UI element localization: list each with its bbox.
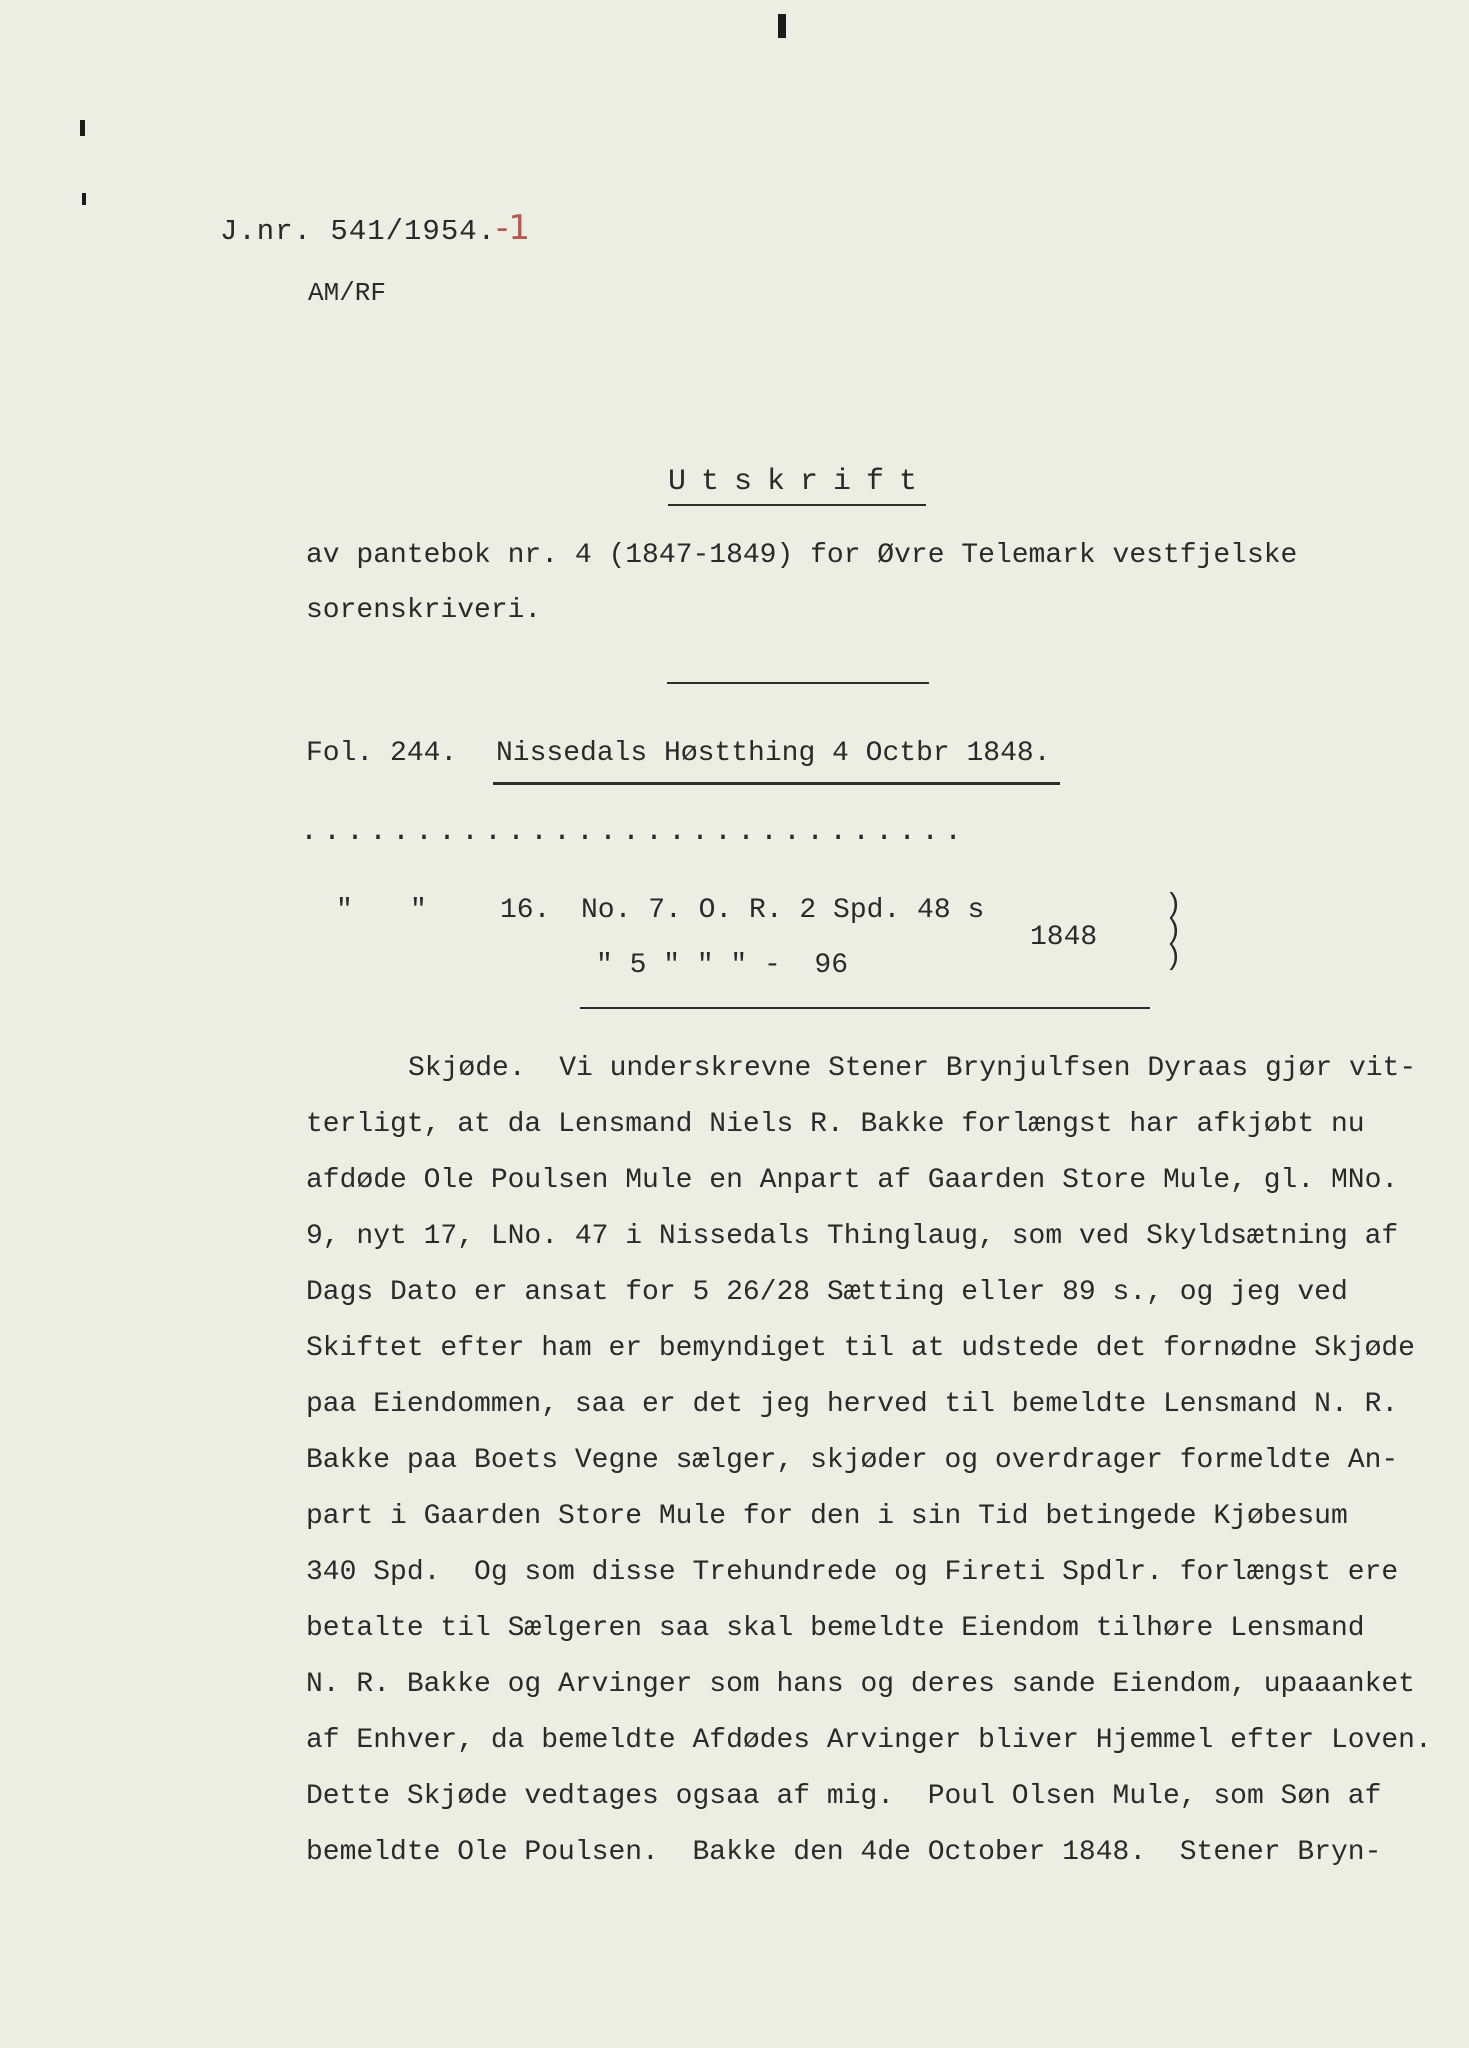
entry-brackets: ) ) ) [1165,890,1182,973]
entry-number: 16. [500,895,551,926]
body-line: bemeldte Ole Poulsen. Bakke den 4de October 1848. Stener Bryn- [306,1837,1382,1868]
binding-mark-top [80,120,85,136]
body-line: Dette Skjøde vedtages ogsaa af mig. Poul Olsen Mule, som Søn af [306,1781,1382,1812]
body-line: Bakke paa Boets Vegne sælger, skjøder og overdrager formeldte An- [306,1445,1399,1476]
thing-heading: Nissedals Høstthing 4 Octbr 1848. [496,738,1051,769]
body-line: Skiftet efter ham er bemyndiget til at udstede det fornødne Skjøde [306,1333,1415,1364]
document-title: Utskrift [668,465,933,499]
journal-number [220,208,530,248]
intro-line-2: sorenskriveri. [306,595,542,626]
folio-label: Fol. 244. [306,738,458,769]
body-line: afdøde Ole Poulsen Mule en Anpart af Gaarden Store Mule, gl. MNo. [306,1165,1399,1196]
page-notch [778,14,786,38]
body-line: betalte til Sælgeren saa skal bemeldte Eiendom tilhøre Lensmand [306,1613,1365,1644]
intro-line-1: av pantebok nr. 4 (1847-1849) for Øvre Telemark vestfjelske [306,540,1298,571]
journal-number-text: J.nr. 541/1954. [220,215,497,248]
ditto-mark-2: " [410,895,427,926]
body-line: 340 Spd. Og som disse Trehundrede og Fireti Spdlr. forlængst ere [306,1557,1399,1588]
journal-suffix-handwritten: -1 [496,208,530,248]
body-line: N. R. Bakke og Arvinger som hans og deres sande Eiendom, upaaanket [306,1669,1415,1700]
initials: AM/RF [308,278,387,308]
body-line: Dags Dato er ansat for 5 26/28 Sætting eller 89 s., og jeg ved [306,1277,1348,1308]
ellipsis-row: ............................. [300,815,968,849]
body-line: 9, nyt 17, LNo. 47 i Nissedals Thinglaug, som ved Skyldsætning af [306,1221,1399,1252]
entry-year: 1848 [1030,922,1098,953]
body-line: af Enhver, da bemeldte Afdødes Arvinger bliver Hjemmel efter Loven. [306,1725,1432,1756]
body-line: part i Gaarden Store Mule for den i sin Tid betingede Kjøbesum [306,1501,1348,1532]
entry-divider [580,1007,1150,1009]
body-line: Skjøde. Vi underskrevne Stener Brynjulfsen Dyraas gjør vit- [408,1053,1417,1084]
section-divider [667,682,929,684]
thing-underline [493,782,1060,785]
body-line: paa Eiendommen, saa er det jeg herved til bemeldte Lensmand N. R. [306,1389,1399,1420]
binding-mark-bottom [82,193,86,205]
entry-line-2: " 5 " " " - 96 [596,950,849,981]
title-underline [668,504,926,506]
entry-line-1: No. 7. O. R. 2 Spd. 48 s [581,895,985,926]
ditto-mark-1: " [336,895,353,926]
body-line: terligt, at da Lensmand Niels R. Bakke forlængst har afkjøbt nu [306,1109,1365,1140]
